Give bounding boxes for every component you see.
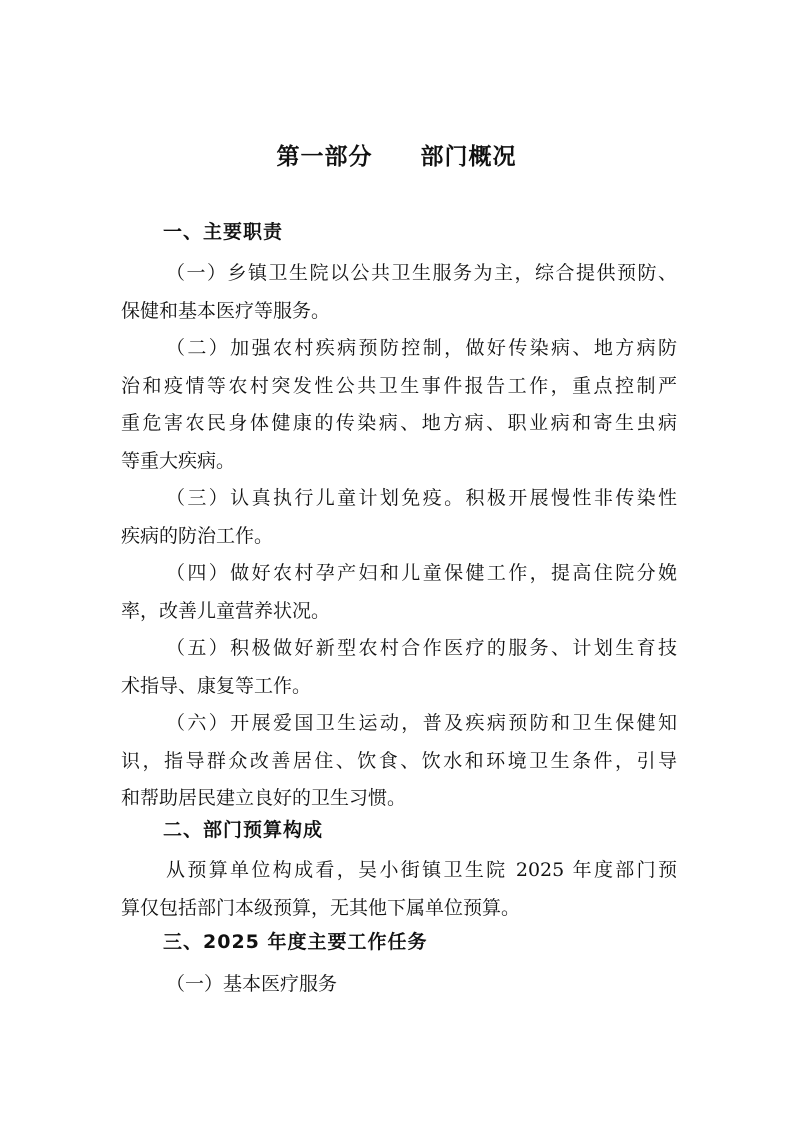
paragraph-budget-structure (121, 852, 677, 927)
paragraph-line: 重危害农民身体健康的传染病、地方病、职业病和寄生虫病 (121, 412, 677, 434)
paragraph-line: 术指导、康复等工作。 (121, 674, 312, 697)
paragraph-duty-5 (121, 630, 677, 705)
paragraph-line: 保健和基本医疗等服务。 (121, 299, 331, 322)
paragraph-line: （四）做好农村孕产妇和儿童保健工作，提高住院分娩 (166, 562, 677, 584)
paragraph-line: （一）乡镇卫生院以公共卫生服务为主，综合提供预防、 (166, 262, 677, 284)
paragraph-duty-1 (121, 255, 677, 330)
paragraph-line: 疾病的防治工作。 (121, 524, 274, 547)
section-heading-budget-structure: 二、部门预算构成 (163, 819, 324, 841)
paragraph-line: 从预算单位构成看，吴小街镇卫生院 2025 年度部门预 (166, 859, 677, 881)
paragraph-line: （五）积极做好新型农村合作医疗的服务、计划生育技 (166, 637, 677, 659)
page-title: 第一部分 部门概况 (276, 144, 517, 170)
paragraph-line: （三）认真执行儿童计划免疫。积极开展慢性非传染性 (166, 487, 677, 509)
paragraph-line: 率，改善儿童营养状况。 (121, 599, 331, 622)
paragraph-duty-6 (121, 705, 677, 818)
section-heading-main-duties: 一、主要职责 (163, 221, 284, 243)
paragraph-line: 识，指导群众改善居住、饮食、饮水和环境卫生条件，引导 (121, 749, 677, 772)
paragraph-line: （六）开展爱国卫生运动，普及疾病预防和卫生保健知 (166, 712, 677, 734)
section-heading-main-tasks: 三、2025 年度主要工作任务 (163, 931, 428, 953)
paragraph-line: 等重大疾病。 (121, 449, 236, 472)
paragraph-duty-2 (121, 330, 677, 480)
paragraph-line: （二）加强农村疾病预防控制，做好传染病、地方病防 (166, 337, 677, 359)
subheading-basic-medical-service: （一）基本医疗服务 (166, 973, 338, 995)
paragraph-duty-3 (121, 480, 677, 555)
paragraph-line: 治和疫情等农村突发性公共卫生事件报告工作，重点控制严 (121, 374, 677, 397)
paragraph-duty-4 (121, 555, 677, 630)
paragraph-line: 和帮助居民建立良好的卫生习惯。 (121, 787, 407, 809)
paragraph-line: 算仅包括部门本级预算，无其他下属单位预算。 (121, 896, 521, 919)
